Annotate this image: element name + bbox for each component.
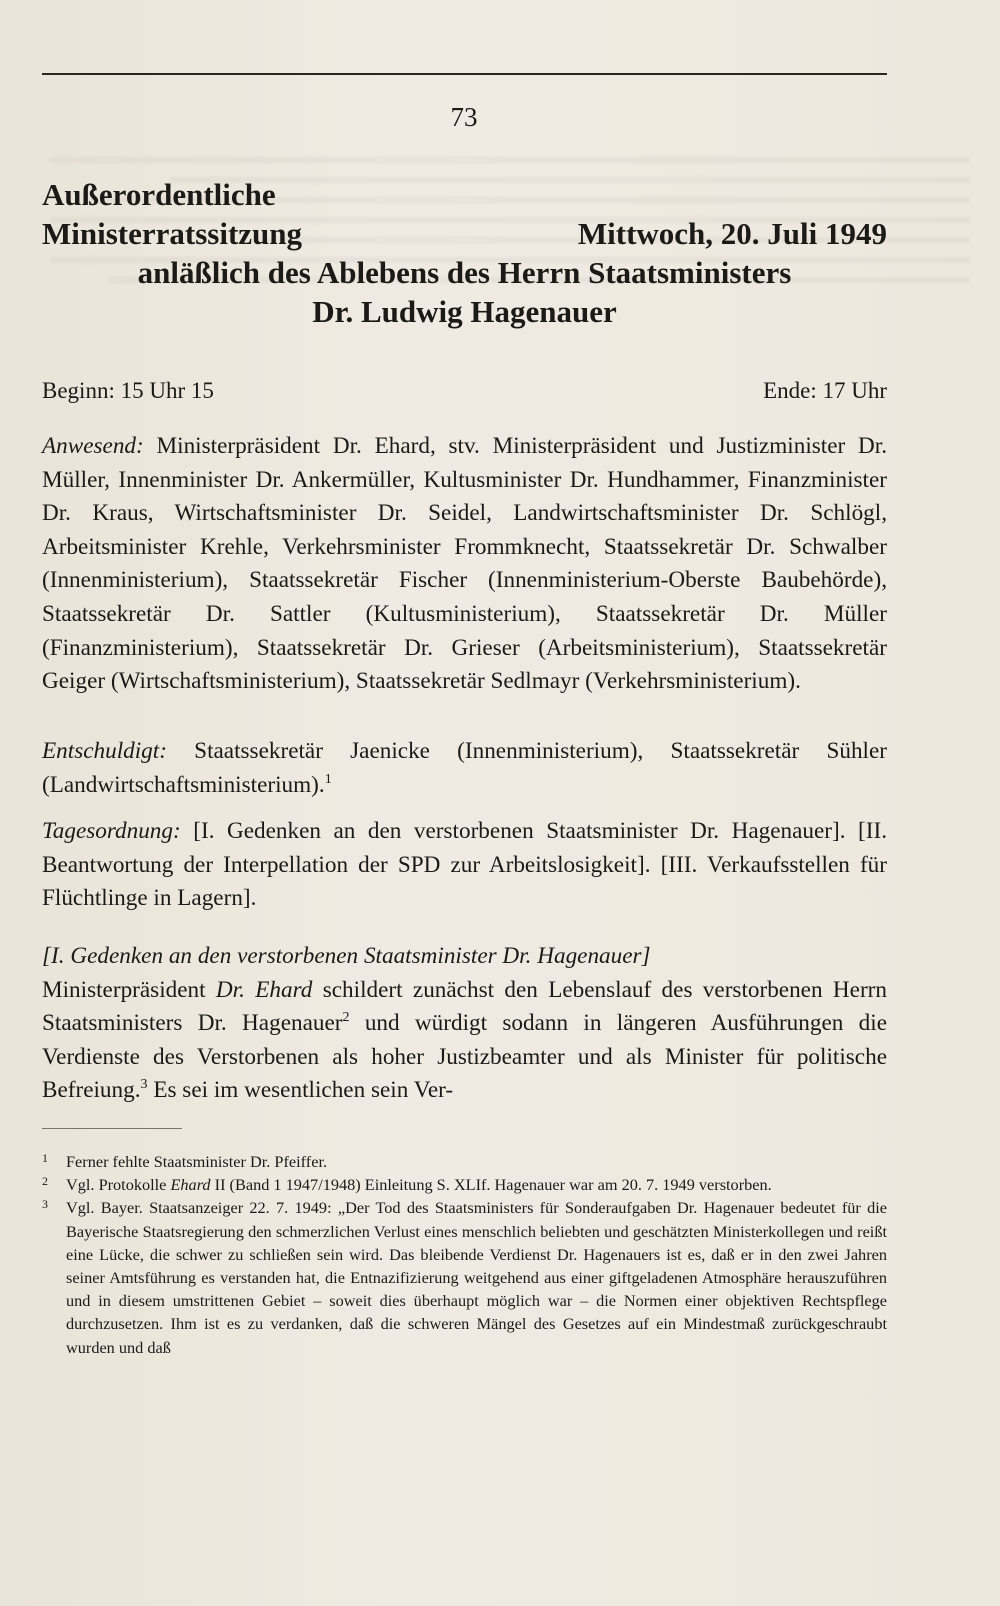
title-line-3: anläßlich des Ablebens des Herrn Staatsministers [137, 255, 792, 290]
footnote-1 [42, 1150, 887, 1173]
title-line-4: Dr. Ludwig Hagenauer [312, 294, 617, 329]
footnotes [42, 1150, 887, 1359]
footnote-2 [42, 1173, 887, 1196]
excused-label: Entschuldigt: [42, 738, 167, 764]
footnote-text-post: II (Band 1 1947/1948) Einleitung S. XLIf. Hagenauer war am 20. 7. 1949 verstorben. [210, 1175, 772, 1195]
end-time: Ende: 17 Uhr [763, 378, 887, 403]
footnote-number: 1 [42, 1151, 48, 1165]
speaker-name: Dr. Ehard [215, 976, 313, 1003]
footnote-3 [42, 1196, 887, 1358]
attendance-paragraph [42, 430, 887, 699]
footnote-text-pre: Vgl. Protokolle [66, 1175, 171, 1195]
footnote-ref-2: 2 [342, 1010, 350, 1026]
footnote-ref-3: 3 [140, 1077, 148, 1093]
footnote-text: Vgl. Bayer. Staatsanzeiger 22. 7. 1949: „Der Tod des Staatsministers für Sonderaufgaben Dr. Hagenauer bedeutet für die Bayerische Staatsregierung den schmerzlichen Verlust eines menschlich beliebten und geschätzten Ministerkollegen und reißt eine Lücke, die schwer zu schließen sein wird. Das bleibende Verdienst Dr. Hagenauers ist es, daß er in den zwei Jahren seiner Amtsführung es verstanden hat, die Entnazifizierung weitgehend aus einer giftgeladenen Atmosphäre herauszuführen und in diesem umstrittenen Gebiet – soweit dies überhaupt möglich war – die Normen einer objektiven Rechtspflege durchzusetzen. Ihm ist es zu verdanken, daß die schweren Mängel des Gesetzes auf ein Mindestmaß zurückgeschraubt wurden und daß [66, 1198, 887, 1357]
footnote-rule [42, 1128, 182, 1129]
title-line-2 [42, 214, 887, 254]
agenda-label: Tagesordnung: [42, 818, 181, 844]
section-1 [42, 940, 887, 1108]
title-date: Mittwoch, 20. Juli 1949 [577, 216, 887, 251]
session-times [42, 378, 887, 404]
footnote-number: 2 [42, 1174, 48, 1189]
footnote-ref-1: 1 [324, 771, 332, 787]
header-rule [42, 73, 887, 75]
section-paragraph [42, 974, 887, 1108]
agenda-paragraph [42, 815, 887, 916]
agenda-text: [I. Gedenken an den verstorbenen Staatsminister Dr. Hagenauer]. [II. Beantwortung der Interpellation der SPD zur Arbeitslosigkeit]. [III. Verkaufsstellen für Flüchtlinge in Lagern]. [42, 818, 888, 912]
excused-paragraph [42, 735, 887, 802]
footnote-text: Ferner fehlte Staatsminister Dr. Pfeiffer. [66, 1152, 328, 1171]
page-number: 73 [450, 102, 478, 132]
footnote-number: 3 [42, 1197, 48, 1212]
section-text-part-4: Es sei im wesentlichen sein Ver- [147, 1077, 454, 1104]
attendance-label: Anwesend: [42, 433, 144, 459]
title-session-type: Ministerratssitzung [42, 216, 303, 251]
section-text-part-1: Ministerpräsident [42, 976, 216, 1003]
section-heading: [I. Gedenken an den verstorbenen Staatsminister Dr. Hagenauer] [42, 943, 651, 969]
title-line-1: Außerordentliche [42, 177, 276, 212]
section-text-part-3: und würdigt sodann in längeren Ausführungen die Verdienste des Verstorbenen als hoher Justizbeamter und als Minister für politische Befreiung. [42, 1010, 887, 1104]
begin-time: Beginn: 15 Uhr 15 [42, 378, 214, 403]
excused-text: Staatssekretär Jaenicke (Innenministerium), Staatssekretär Sühler (Landwirtschaftsministerium). [42, 738, 887, 798]
attendance-text: Ministerpräsident Dr. Ehard, stv. Ministerpräsident und Justizminister Dr. Müller, Innenminister Dr. Ankermüller, Kultusminister Dr. Hundhammer, Finanzminister Dr. Kraus, Wirtschaftsminister Dr. Seidel, Landwirtschaftsminister Dr. Schlögl, Arbeitsminister Krehle, Verkehrsminister Frommknecht, Staatssekretär Dr. Schwalber (Innenministerium), Staatssekretär Fischer (Innenministerium-Oberste Baubehörde), Staatssekretär Dr. Sattler (Kultusministerium), Staatssekretär Dr. Müller (Finanzministerium), Staatssekretär Dr. Grieser (Arbeitsministerium), Staatssekretär Geiger (Wirtschaftsministerium), Staatssekretär Sedlmayr (Verkehrsministerium). [42, 433, 888, 695]
section-text-part-2: schildert zunächst den Lebenslauf des verstorbenen Herrn Staatsministers Dr. Hagenauer [42, 976, 887, 1037]
footnote-text-em: Ehard [170, 1175, 211, 1195]
